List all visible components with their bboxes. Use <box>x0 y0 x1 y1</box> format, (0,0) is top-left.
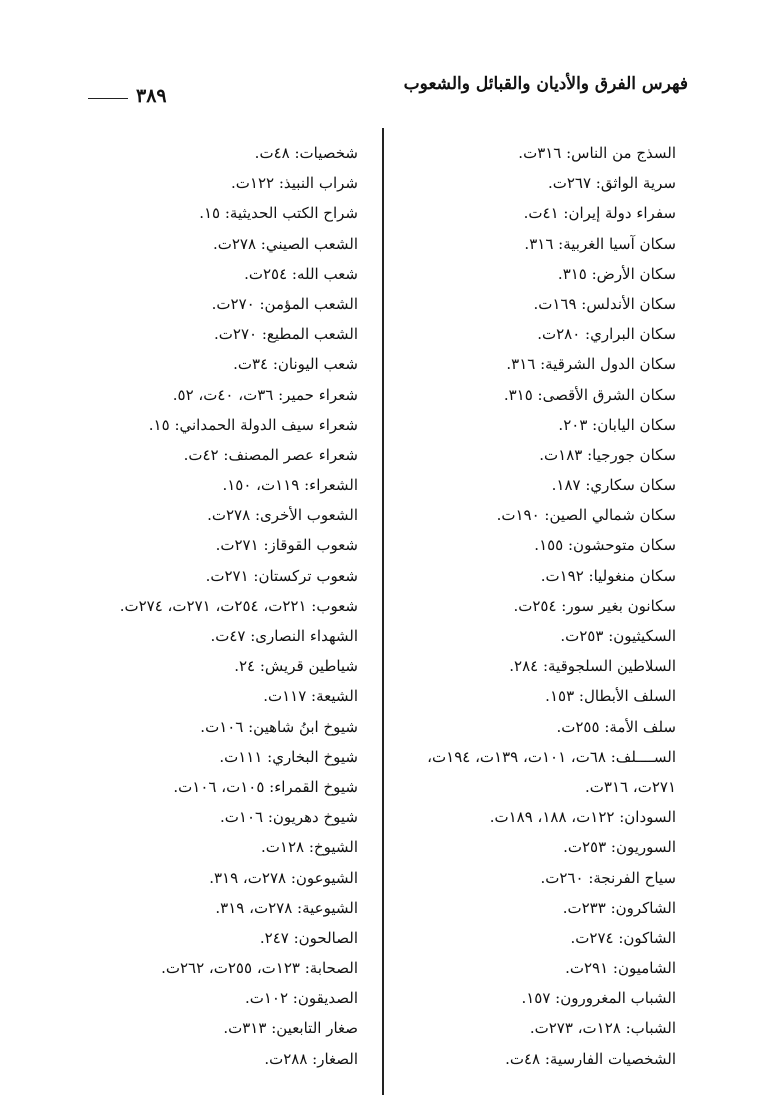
index-entry: الشعوب الأخرى: ٢٧٨ت. <box>207 506 358 525</box>
index-entry: الشيعة: ١١٧ت. <box>263 687 358 706</box>
index-entry: سكان جورجيا: ١٨٣ت. <box>539 445 676 464</box>
index-entry: سكان متوحشون: ١٥٥. <box>534 536 676 555</box>
index-entry: الشعب المطيع: ٢٧٠ت. <box>214 325 358 344</box>
index-entry: سلف الأمة: ٢٥٥ت. <box>556 717 676 736</box>
index-entry: السكيثيون: ٢٥٣ت. <box>560 627 676 645</box>
index-entry: الشخصيات الفارسية: ٤٨ت. <box>505 1049 676 1068</box>
index-entry: سكان اليابان: ٢٠٣. <box>558 415 676 434</box>
index-entry: سكانون بغير سور: ٢٥٤ت. <box>513 596 676 615</box>
page-title: فهرس الفرق والأديان والقبائل والشعوب <box>403 74 688 94</box>
index-entry: سرية الواثق: ٢٦٧ت. <box>547 174 676 193</box>
index-entry: سكان الشرق الأقصى: ٣١٥. <box>503 385 676 404</box>
index-entry: شعوب: ٢٢١ت، ٢٥٤ت، ٢٧١ت، ٢٧٤ت. <box>119 596 358 615</box>
index-entry: شيوخ البخاري: ١١١ت. <box>219 747 358 766</box>
index-entry: الشيوخ: ١٢٨ت. <box>261 838 358 857</box>
index-entry: الشعب الصيني: ٢٧٨ت. <box>212 234 358 253</box>
index-entry: الشعراء: ١١٩ت، ١٥٠. <box>222 476 358 495</box>
index-entry: شراح الكتب الحديثية: ١٥. <box>199 204 358 223</box>
index-entry: الصغار: ٢٨٨ت. <box>264 1049 358 1068</box>
index-entry: السذج من الناس: ٣١٦ت. <box>518 144 676 162</box>
index-entry: سكان شمالي الصين: ١٩٠ت. <box>496 506 676 525</box>
index-column-left <box>58 138 358 1074</box>
page-number: ٣٨٩ <box>128 85 175 107</box>
index-entry: الســــلف: ٦٨ت، ١٠١ت، ١٣٩ت، ١٩٤ت، <box>427 747 676 766</box>
index-entry: سكان الأندلس: ١٦٩ت. <box>533 294 676 313</box>
index-entry: شراب النبيذ: ١٢٢ت. <box>231 174 358 193</box>
index-entry: شعراء حمير: ٣٦ت، ٤٠ت، ٥٢. <box>172 385 358 404</box>
index-entry: الشاكرون: ٢٣٣ت. <box>562 898 676 917</box>
index-entry: الشاميون: ٢٩١ت. <box>565 959 676 978</box>
index-entry: شخصيات: ٤٨ت. <box>254 144 358 162</box>
index-entry: السلاطين السلجوقية: ٢٨٤. <box>509 657 676 676</box>
index-entry: سكان البراري: ٢٨٠ت. <box>537 325 676 344</box>
index-entry: سكان الأرض: ٣١٥. <box>557 264 676 283</box>
index-entry: الشاكون: ٢٧٤ت. <box>570 928 676 947</box>
index-entry: الشهداء النصارى: ٤٧ت. <box>210 627 358 645</box>
index-entry: شعوب القوقاز: ٢٧١ت. <box>215 536 358 555</box>
index-entry: الشيوعون: ٢٧٨ت، ٣١٩. <box>209 868 358 887</box>
page-header <box>88 70 688 107</box>
index-entry: صغار التابعين: ٣١٣ت. <box>223 1019 358 1038</box>
index-entry: الصالحون: ٢٤٧. <box>259 928 358 947</box>
index-entry: السلف الأبطال: ١٥٣. <box>545 687 676 706</box>
index-entry: الشباب المغرورون: ١٥٧. <box>521 989 676 1008</box>
index-column-right <box>398 138 676 1074</box>
index-entry: شعراء عصر المصنف: ٤٢ت. <box>183 445 358 464</box>
index-entry: الصديقون: ١٠٢ت. <box>244 989 358 1008</box>
index-entry: الصحابة: ١٢٣ت، ٢٥٥ت، ٢٦٢ت. <box>161 959 358 978</box>
index-entry: الشباب: ١٢٨ت، ٢٧٣ت. <box>529 1019 676 1038</box>
index-entry: سفراء دولة إيران: ٤١ت. <box>523 204 676 223</box>
index-entry: ٢٧١ت، ٣١٦ت. <box>585 777 676 796</box>
column-divider <box>382 128 384 1095</box>
index-entry: السودان: ١٢٢ت، ١٨٨، ١٨٩ت. <box>489 808 676 827</box>
index-entry: السوريون: ٢٥٣ت. <box>563 838 676 857</box>
index-entry: شيوخ ابنُ شاهين: ١٠٦ت. <box>200 717 358 736</box>
index-entry: الشعب المؤمن: ٢٧٠ت. <box>211 294 358 313</box>
index-entry: شياطين قريش: ٢٤. <box>234 657 358 676</box>
index-entry: شعوب تركستان: ٢٧١ت. <box>205 566 358 585</box>
index-entry: شعب الله: ٢٥٤ت. <box>244 264 358 283</box>
index-entry: شعراء سيف الدولة الحمداني: ١٥. <box>148 415 358 434</box>
index-entry: سكان منغوليا: ١٩٢ت. <box>540 566 676 585</box>
index-entry: سكان آسيا الغربية: ٣١٦. <box>524 234 676 253</box>
index-entry: شيوخ القمراء: ١٠٥ت، ١٠٦ت. <box>173 777 358 796</box>
index-entry: شيوخ دهريون: ١٠٦ت. <box>220 808 358 827</box>
index-entry: سكان سكاري: ١٨٧. <box>551 476 676 495</box>
index-entry: سكان الدول الشرقية: ٣١٦. <box>506 355 676 374</box>
index-entry: الشيوعية: ٢٧٨ت، ٣١٩. <box>215 898 358 917</box>
index-entry: شعب اليونان: ٣٤ت. <box>233 355 358 374</box>
index-entry: سياح الفرنجة: ٢٦٠ت. <box>540 868 676 887</box>
